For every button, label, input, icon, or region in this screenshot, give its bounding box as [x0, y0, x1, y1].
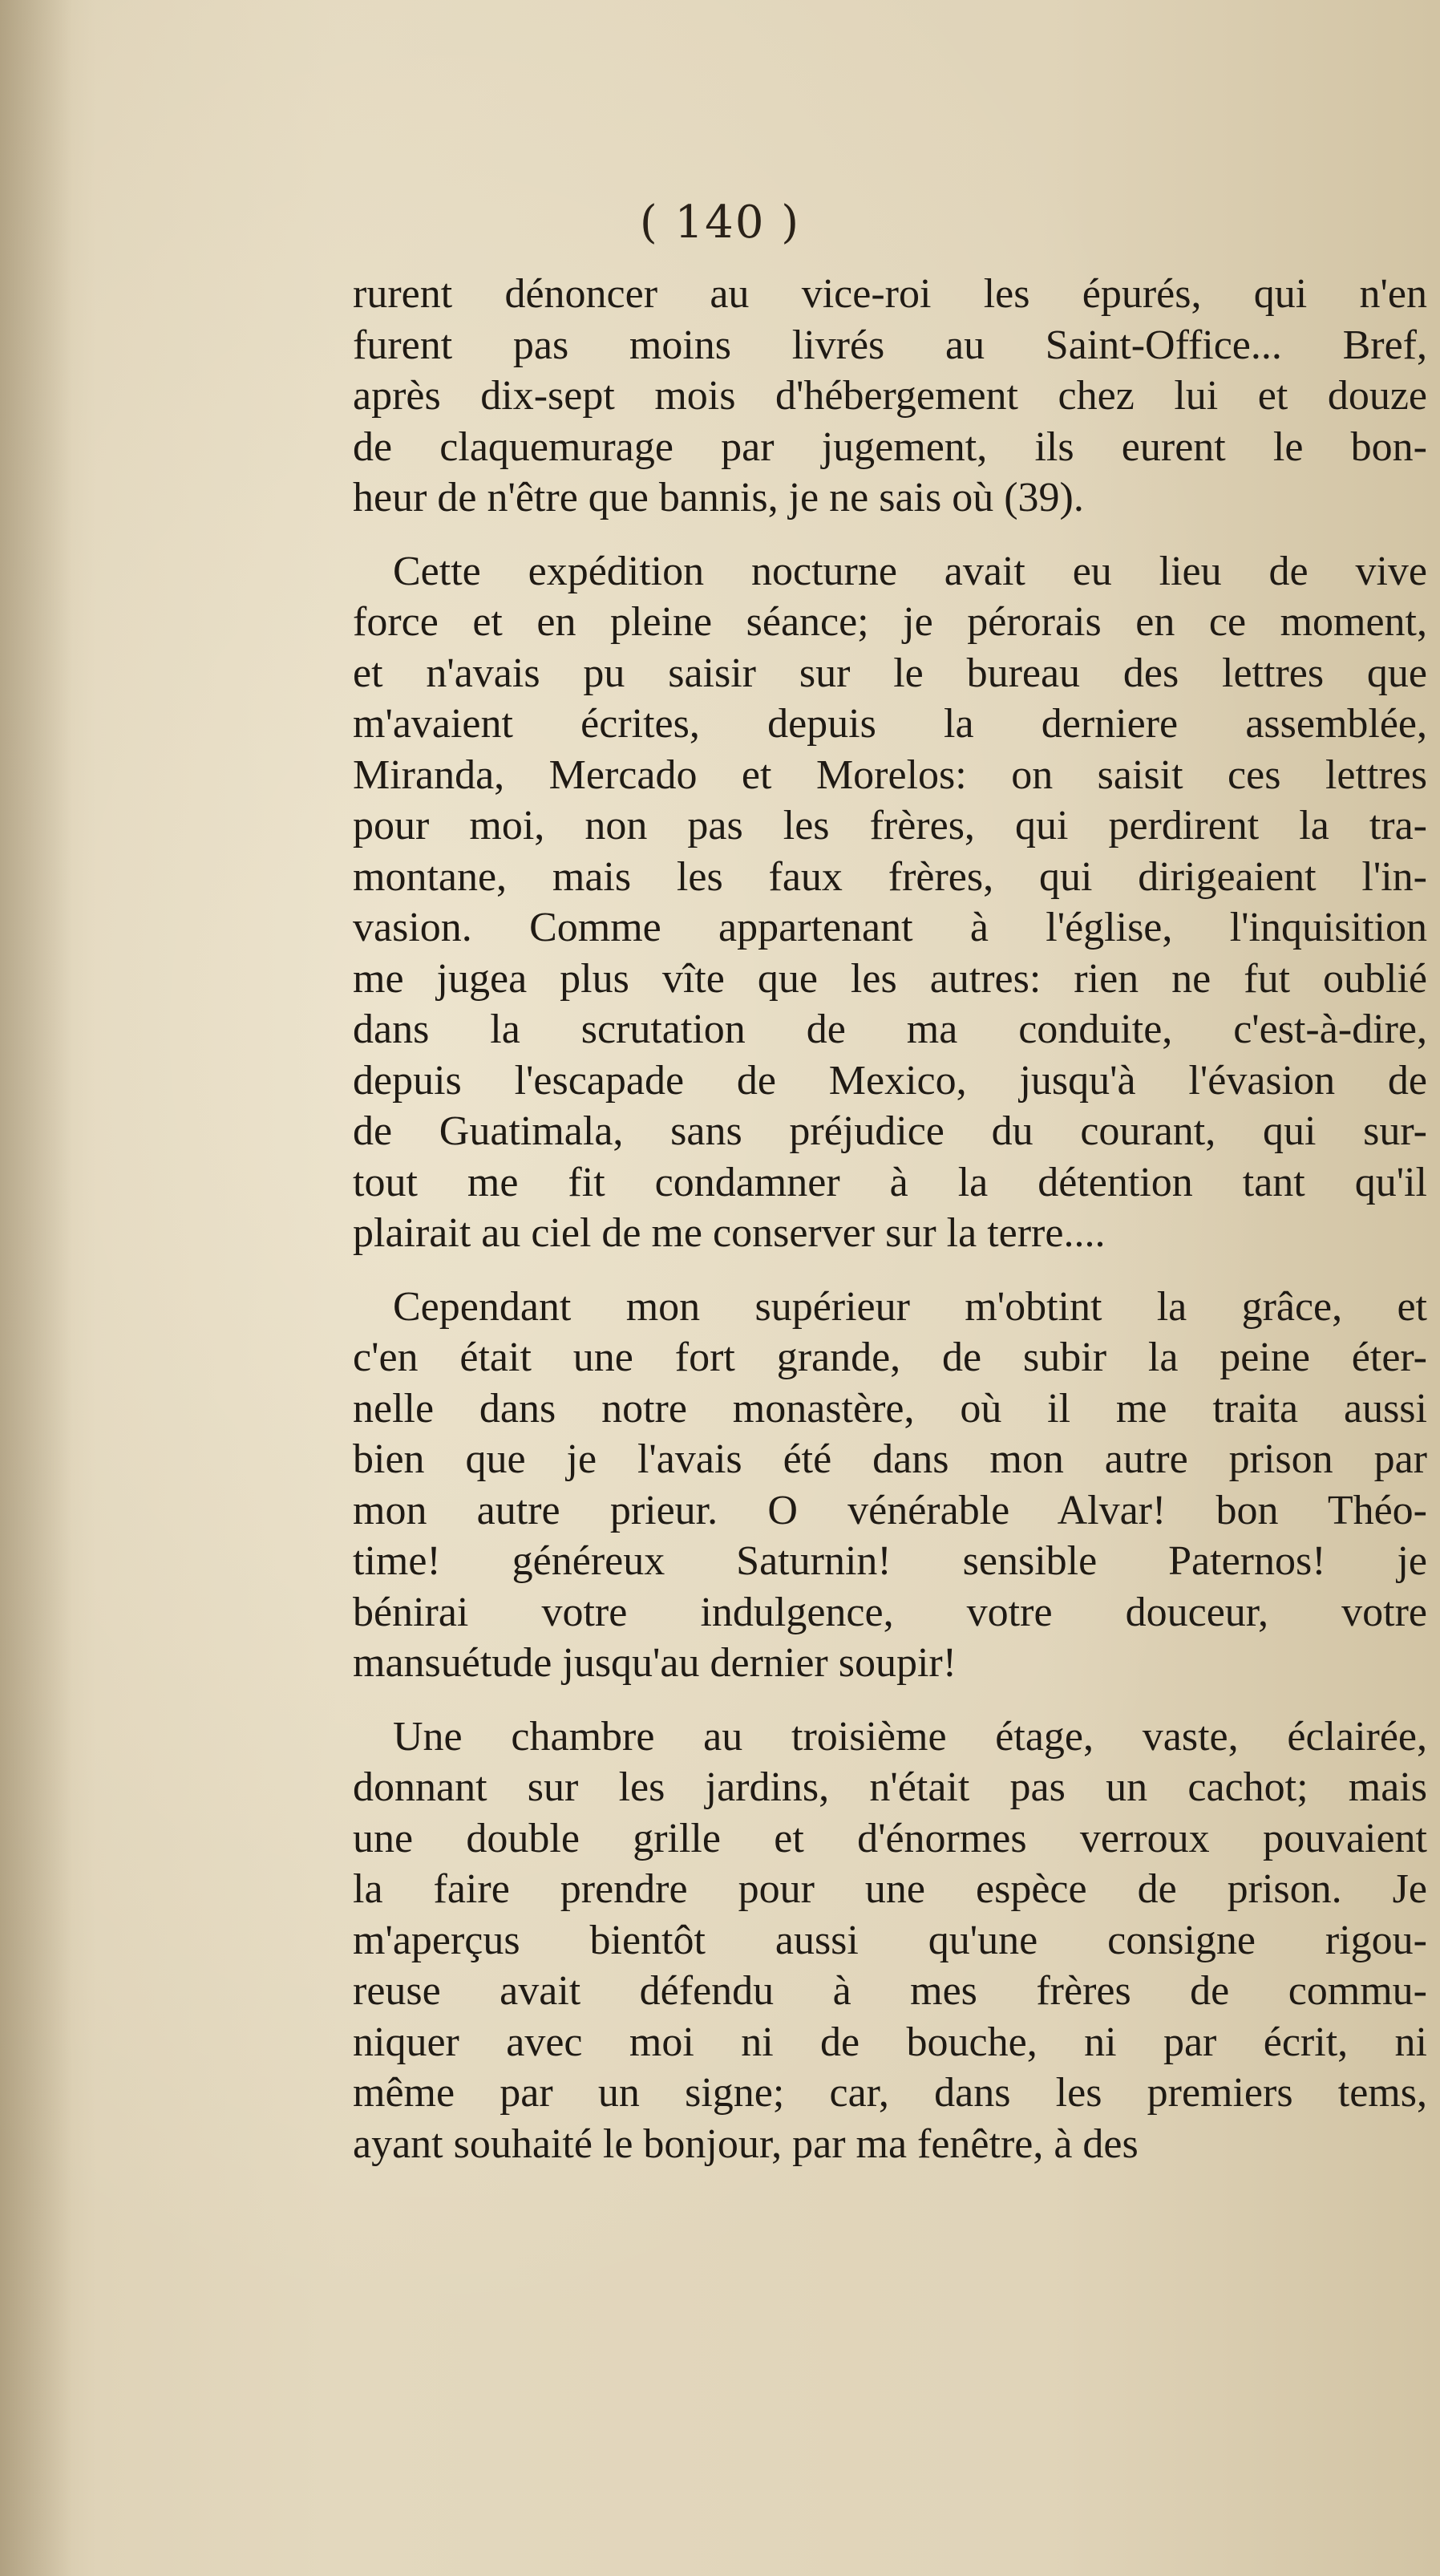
text-line: montane, mais les faux frères, qui dirigeaient l'in-: [353, 853, 1427, 900]
text-line: m'avaient écrites, depuis la derniere assemblée,: [353, 701, 1427, 747]
text-line: de claquemurage par jugement, ils eurent le bon-: [353, 423, 1427, 470]
text-line: et n'avais pu saisir sur le bureau des lettres que: [353, 650, 1427, 696]
text-line: dans la scrutation de ma conduite, c'est-à-dire,: [353, 1007, 1427, 1052]
text-line: heur de n'être que bannis, je ne sais où (39).: [353, 475, 1084, 520]
text-line: reuse avait défendu à mes frères de commu-: [353, 1968, 1427, 2014]
text-line: plairait au ciel de me conserver sur la terre....: [353, 1210, 1106, 1256]
text-line: Miranda, Mercado et Morelos: on saisit ces lettres: [353, 751, 1427, 798]
text-line: de Guatimala, sans préjudice du courant, qui sur-: [353, 1108, 1427, 1154]
text-line: même par un signe; car, dans les premiers tems,: [353, 2070, 1427, 2116]
text-line: la faire prendre pour une espèce de prison. Je: [353, 1866, 1427, 1912]
text-line: depuis l'escapade de Mexico, jusqu'à l'évasion de: [353, 1057, 1427, 1104]
paragraph: [353, 1711, 1427, 2170]
gutter-shadow: [0, 0, 72, 2576]
text-line: une double grille et d'énormes verroux pouvaient: [353, 1815, 1427, 1861]
text-line: furent pas moins livrés au Saint-Office... Bref,: [353, 322, 1427, 368]
text-line: c'en était une fort grande, de subir la peine éter-: [353, 1335, 1427, 1380]
text-line: pour moi, non pas les frères, qui perdirent la tra-: [353, 803, 1427, 849]
text-line: ayant souhaité le bonjour, par ma fenêtre, à des: [353, 2120, 1139, 2167]
text-line: time! généreux Saturnin! sensible Paternos! je: [353, 1538, 1427, 1584]
text-line: vasion. Comme appartenant à l'église, l'inquisition: [353, 905, 1427, 950]
text-line: Une chambre au troisième étage, vaste, éclairée,: [393, 1713, 1427, 1760]
paragraph: [353, 1282, 1427, 1689]
text-line: mon autre prieur. O vénérable Alvar! bon Théo-: [353, 1487, 1427, 1533]
text-line: niquer avec moi ni de bouche, ni par écrit, ni: [353, 2019, 1427, 2065]
paragraph: [353, 546, 1427, 1259]
text-line: mansuétude jusqu'au dernier soupir!: [353, 1640, 957, 1686]
text-line: après dix-sept mois d'hébergement chez lui et douze: [353, 373, 1427, 419]
text-line: tout me fit condamner à la détention tant qu'il: [353, 1159, 1427, 1205]
text-line: donnant sur les jardins, n'était pas un cachot; mais: [353, 1764, 1427, 1810]
text-line: me jugea plus vîte que les autres: rien ne fut oublié: [353, 955, 1427, 1002]
text-line: rurent dénoncer au vice-roi les épurés, qui n'en: [353, 271, 1427, 317]
text-line: force et en pleine séance; je pérorais en ce moment,: [353, 599, 1427, 645]
body-text: [353, 269, 1427, 2192]
page-number: ( 140 ): [639, 196, 801, 249]
text-line: Cependant mon supérieur m'obtint la grâce, et: [393, 1283, 1427, 1330]
text-line: Cette expédition nocturne avait eu lieu de vive: [393, 548, 1427, 594]
text-line: bien que je l'avais été dans mon autre prison par: [353, 1436, 1427, 1482]
text-line: nelle dans notre monastère, où il me traita aussi: [353, 1385, 1427, 1432]
text-line: m'aperçus bientôt aussi qu'une consigne rigou-: [353, 1917, 1427, 1963]
paragraph: [353, 269, 1427, 524]
text-line: bénirai votre indulgence, votre douceur, votre: [353, 1589, 1427, 1635]
